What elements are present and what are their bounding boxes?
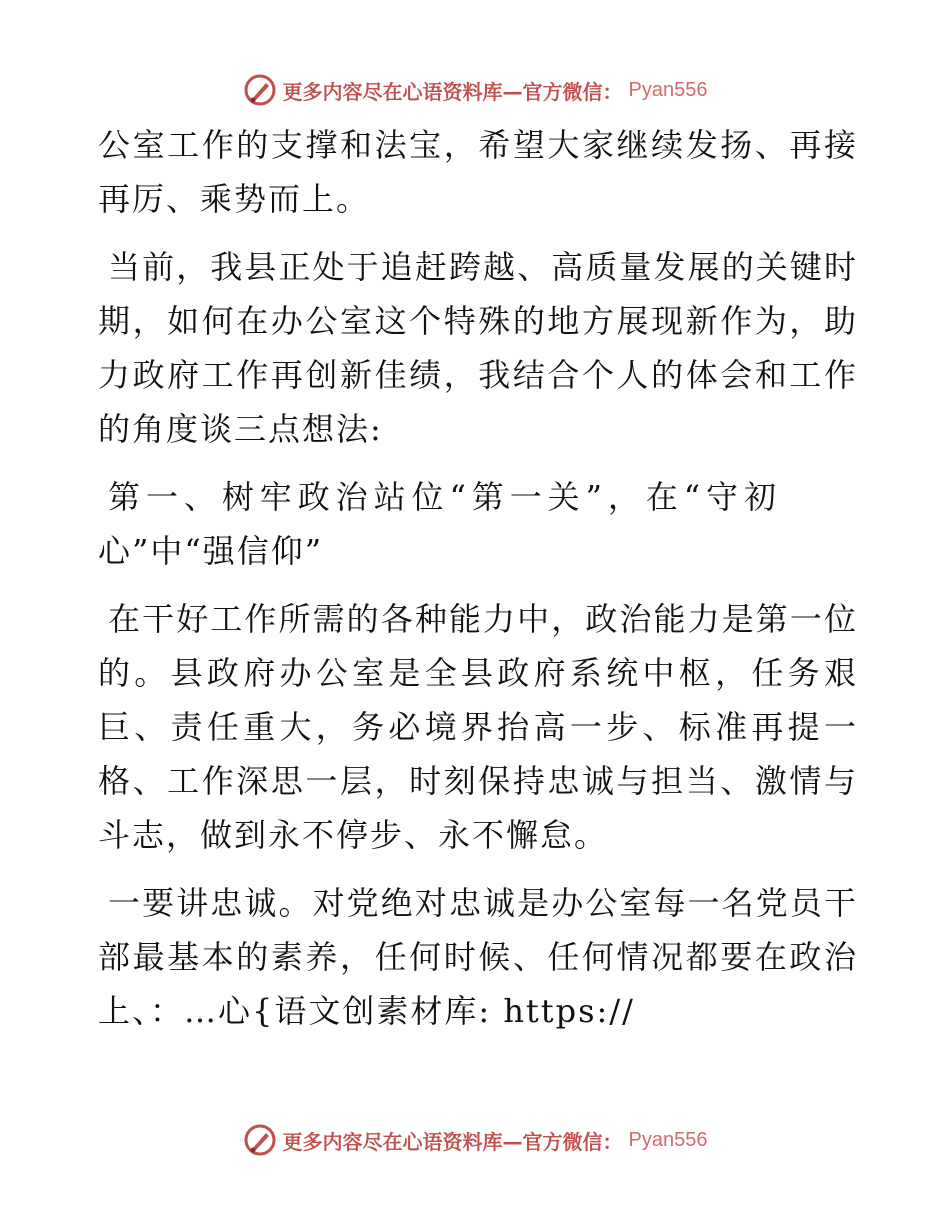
footer-watermark-text: 更多内容尽在心语资料库—官方微信： [282,1129,623,1154]
header-watermark-text: 更多内容尽在心语资料库—官方微信： [282,79,623,104]
footer-watermark-banner [0,1120,950,1160]
paragraph-3: 在干好工作所需的各种能力中，政治能力是第一位的。县政府办公室是全县政府系统中枢，任务艰巨、责任重大，务必境界抬高一步、标准再提一格、工作深思一层，时刻保持忠诚与担当、激情与斗志，做到永不停步、永不懈怠。 [98,600,858,854]
document-body [98,118,858,1052]
header-watermark-id: Pyan556 [628,78,708,101]
footer-watermark-id: Pyan556 [628,1128,708,1151]
brush-pen-logo-icon [243,1123,277,1157]
brush-pen-logo-icon [243,73,277,107]
paragraph-1: 公室工作的支撑和法宝，希望大家继续发扬、再接再厉、乘势而上。 [98,126,858,218]
paragraph-4: 一要讲忠诚。对党绝对忠诚是办公室每一名党员干部最基本的素养，任何时候、任何情况都要在政治上、：…心{语文创素材库: https:// [98,884,858,1030]
section-heading: 第一、树牢政治站位“第一关”，在“守初心”中“强信仰” [98,478,778,570]
header-watermark-banner [0,70,950,110]
paragraph-2: 当前，我县正处于追赶跨越、高质量发展的关键时期，如何在办公室这个特殊的地方展现新作为，助力政府工作再创新佳绩，我结合个人的体会和工作的角度谈三点想法: [98,248,858,448]
